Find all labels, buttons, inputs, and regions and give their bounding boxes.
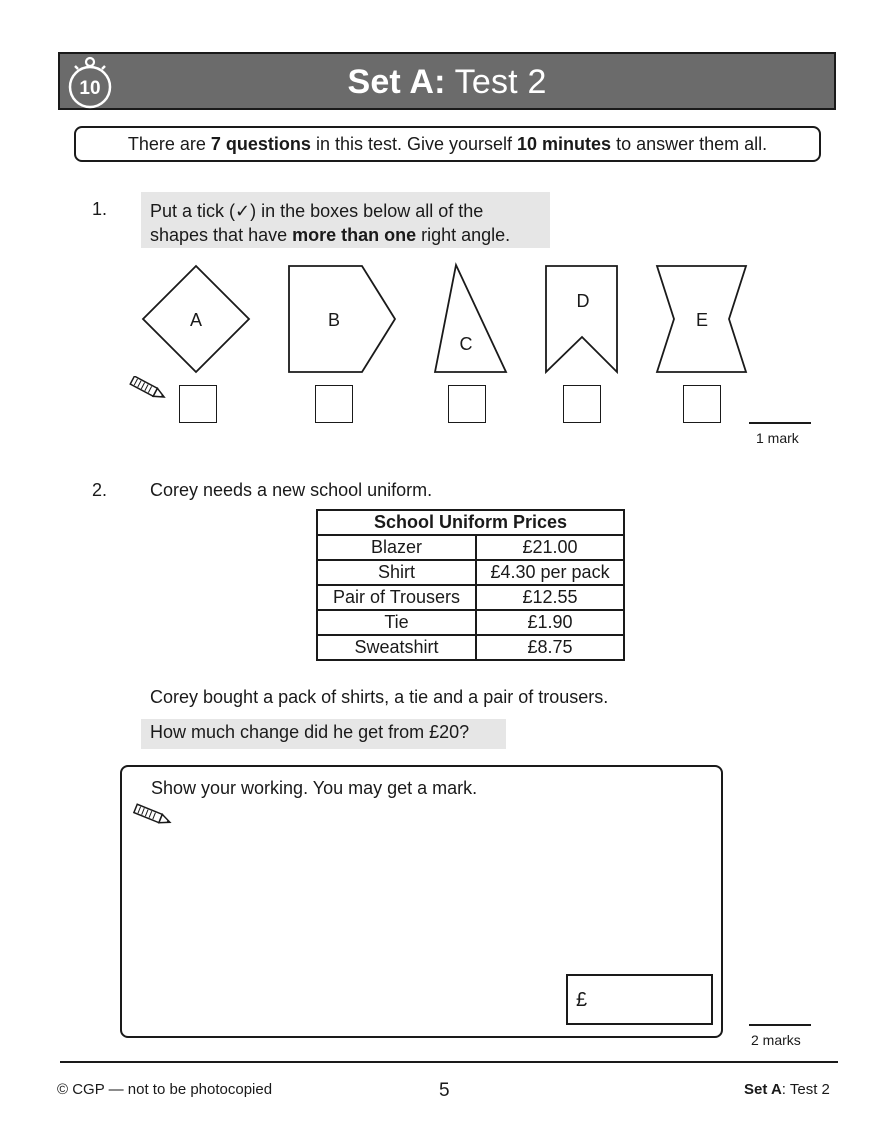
table-cell-item: Shirt bbox=[317, 560, 476, 585]
currency-symbol: £ bbox=[576, 989, 588, 1011]
page-number: 5 bbox=[439, 1080, 450, 1101]
intro-text-3: to answer them all. bbox=[611, 134, 768, 154]
shapes-figure bbox=[120, 260, 780, 380]
page-title-bold: Set A: bbox=[347, 63, 446, 101]
mark-line-q2 bbox=[749, 1024, 811, 1026]
question-1-line-2-pre: shapes that have bbox=[150, 225, 293, 245]
table-cell-item: Blazer bbox=[317, 535, 476, 560]
shape-label-e: E bbox=[695, 310, 709, 330]
intro-question-count: 7 questions bbox=[210, 134, 311, 154]
tick-box-c[interactable] bbox=[448, 385, 486, 423]
shape-d-banner bbox=[546, 266, 617, 372]
table-row bbox=[317, 635, 624, 660]
table-cell-item: Pair of Trousers bbox=[317, 585, 476, 610]
page-title-rest: Test 2 bbox=[445, 63, 547, 101]
question-1-line-2-post: right angle. bbox=[416, 225, 511, 245]
table-row bbox=[317, 560, 624, 585]
question-1-number: 1. bbox=[92, 199, 108, 219]
answer-box[interactable] bbox=[566, 974, 713, 1025]
table-cell-price: £8.75 bbox=[476, 635, 624, 660]
shape-label-d: D bbox=[576, 291, 590, 311]
footer-set-label bbox=[744, 1081, 830, 1098]
shape-label-c: C bbox=[459, 334, 473, 354]
table-cell-price: £12.55 bbox=[476, 585, 624, 610]
footer-set-bold: Set A bbox=[744, 1081, 782, 1098]
page-header bbox=[58, 52, 836, 110]
question-2-number: 2. bbox=[92, 480, 108, 500]
timer-value: 10 bbox=[79, 78, 101, 99]
table-cell-item: Tie bbox=[317, 610, 476, 635]
instructions-box bbox=[74, 126, 821, 162]
table-header-row bbox=[317, 510, 624, 535]
pencil-icon bbox=[130, 802, 176, 830]
tick-box-b[interactable] bbox=[315, 385, 353, 423]
marks-q1: 1 mark bbox=[756, 430, 799, 446]
shape-label-b: B bbox=[327, 310, 341, 330]
footer-divider bbox=[60, 1061, 838, 1063]
question-2-prompt: How much change did he get from £20? bbox=[141, 719, 506, 749]
intro-text-1: There are bbox=[127, 134, 211, 154]
table-row bbox=[317, 585, 624, 610]
tick-box-d[interactable] bbox=[563, 385, 601, 423]
pencil-icon bbox=[126, 376, 170, 402]
question-2-intro: Corey needs a new school uniform. bbox=[150, 480, 433, 500]
question-2-statement: Corey bought a pack of shirts, a tie and a pair of trousers. bbox=[150, 687, 609, 707]
shape-c-triangle bbox=[435, 265, 506, 372]
question-1-line-1: Put a tick (✓) in the boxes below all of the bbox=[150, 201, 484, 221]
working-prompt: Show your working. You may get a mark. bbox=[151, 778, 478, 798]
marks-q2: 2 marks bbox=[751, 1032, 801, 1048]
tick-box-e[interactable] bbox=[683, 385, 721, 423]
shape-label-a: A bbox=[189, 310, 203, 330]
table-cell-price: £4.30 per pack bbox=[476, 560, 624, 585]
table-cell-price: £21.00 bbox=[476, 535, 624, 560]
table-cell-price: £1.90 bbox=[476, 610, 624, 635]
intro-time-limit: 10 minutes bbox=[517, 134, 612, 154]
mark-line-q1 bbox=[749, 422, 811, 424]
question-1-prompt bbox=[141, 192, 550, 248]
footer-copyright: © CGP — not to be photocopied bbox=[57, 1081, 273, 1098]
uniform-price-table bbox=[316, 509, 625, 661]
table-row bbox=[317, 610, 624, 635]
table-cell-item: Sweatshirt bbox=[317, 635, 476, 660]
footer-set-rest: : Test 2 bbox=[781, 1081, 830, 1098]
question-1-line-2 bbox=[150, 223, 550, 247]
question-1-line-2-bold: more than one bbox=[292, 225, 417, 245]
table-row bbox=[317, 535, 624, 560]
table-title: School Uniform Prices bbox=[317, 510, 624, 535]
shape-b-pentagon bbox=[289, 266, 395, 372]
intro-text-2: in this test. Give yourself bbox=[310, 134, 518, 154]
tick-box-a[interactable] bbox=[179, 385, 217, 423]
page-title bbox=[60, 63, 834, 102]
